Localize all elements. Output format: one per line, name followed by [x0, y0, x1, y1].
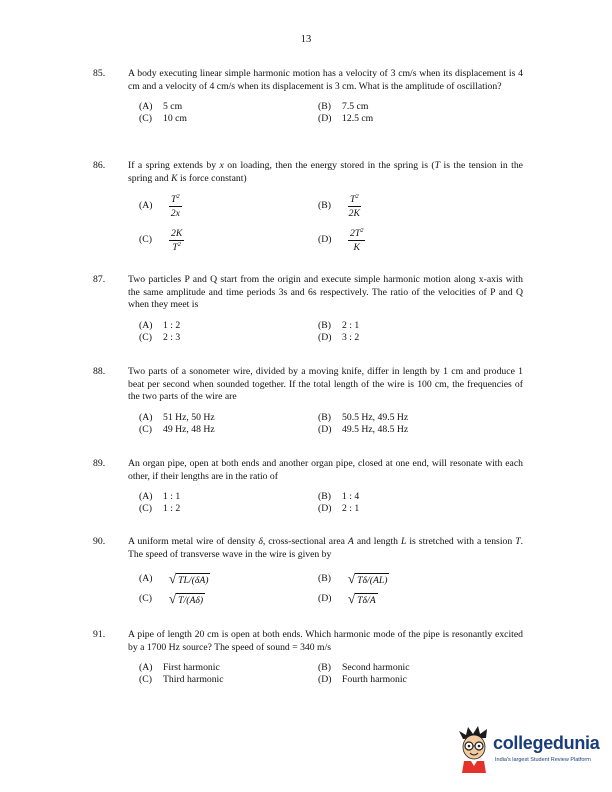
question-number: 86. — [93, 160, 106, 171]
question-number: 85. — [93, 68, 106, 79]
option-b: (B) 1 : 4 — [318, 491, 360, 503]
question-text: A pipe of length 20 cm is open at both ends. Which harmonic mode of the pipe is resonantly excited by a 1700 Hz source? The speed of sound = 340 m/s — [128, 629, 523, 653]
square-root: √ TL/(δA) — [169, 570, 209, 586]
question-text: A uniform metal wire of density δ, cross-sectional area A and length L is stretched with a tension T. The speed of transverse wave in the wire is given by — [128, 536, 523, 560]
option-a: (A) √ TL/(δA) — [139, 570, 209, 586]
option-b: (B) 50.5 Hz, 49.5 Hz — [318, 411, 409, 423]
question-number: 88. — [93, 366, 106, 377]
option-c: (C) 10 cm — [139, 113, 187, 125]
option-d: (D) 49.5 Hz, 48.5 Hz — [318, 423, 409, 435]
square-root: √ T/(Aδ) — [169, 590, 204, 606]
option-a: (A) 1 : 2 — [139, 319, 181, 331]
option-c: (C) Third harmonic — [139, 674, 224, 686]
options — [139, 191, 523, 259]
square-root: √ Tδ/A — [348, 590, 376, 606]
option-c: (C) 1 : 2 — [139, 503, 181, 515]
option-b: (B) $\frac{T^2}{2K}$ — [318, 192, 360, 219]
question-number: 90. — [93, 536, 106, 547]
collegedunia-logo — [455, 725, 605, 785]
question-number: 91. — [93, 629, 106, 640]
options — [139, 320, 523, 344]
option-c: (C) 49 Hz, 48 Hz — [139, 423, 215, 435]
fraction: $\frac{T^2}{2x}$ — [170, 192, 180, 219]
question-88 — [93, 366, 523, 436]
fraction: $\frac{2T^2}{K}$ — [350, 226, 364, 253]
option-a: (A) 1 : 1 — [139, 491, 181, 503]
fraction: $\frac{T^2}{2K}$ — [348, 192, 360, 219]
fraction: $\frac{2K}{T^2}$ — [171, 227, 183, 253]
question-text: If a spring extends by x on loading, then the energy stored in the spring is (T is the tension in the spring and K is force constant) — [128, 160, 523, 184]
question-86 — [93, 160, 523, 259]
question-number: 89. — [93, 458, 106, 469]
option-b: (B) √ Tδ/(AL) — [318, 570, 388, 586]
option-d: (D) √ Tδ/A — [318, 590, 376, 606]
question-90 — [93, 536, 523, 611]
options — [139, 662, 523, 686]
question-91 — [93, 629, 523, 686]
brand-name: collegedunia — [493, 733, 600, 753]
option-b: (B) 2 : 1 — [318, 319, 360, 331]
option-a: (A) 5 cm — [139, 101, 183, 113]
option-c: (C) $\frac{2K}{T^2}$ — [139, 227, 183, 253]
question-87 — [93, 274, 523, 344]
option-d: (D) 2 : 1 — [318, 503, 360, 515]
option-d: (D) 3 : 2 — [318, 331, 360, 343]
options — [139, 491, 523, 515]
options — [139, 571, 523, 611]
option-c: (C) 2 : 3 — [139, 331, 181, 343]
option-a: (A) $\frac{T^2}{2x}$ — [139, 192, 180, 219]
option-b: (B) Second harmonic — [318, 662, 410, 674]
option-a: (A) 51 Hz, 50 Hz — [139, 411, 215, 423]
square-root: √ Tδ/(AL) — [348, 570, 388, 586]
option-d: (D) Fourth harmonic — [318, 674, 407, 686]
mascot-icon — [455, 725, 495, 775]
options — [139, 101, 523, 125]
options — [139, 412, 523, 436]
option-d: (D) 12.5 cm — [318, 113, 374, 125]
question-text: Two parts of a sonometer wire, divided by a moving knife, differ in length by 1 cm and produce 1 beat per second when sounded together. If the total length of the wire is 100 cm, the frequencies of the two parts of the wire are — [128, 366, 523, 403]
question-text: Two particles P and Q start from the origin and execute simple harmonic motion along x-axis with the same amplitude and time periods 3s and 6s respectively. The ratio of the velocities of P and Q when they meet is — [128, 274, 523, 311]
question-number: 87. — [93, 274, 106, 285]
question-text: A body executing linear simple harmonic motion has a velocity of 3 cm/s when its displacement is 4 cm and a velocity of 4 cm/s when its displacement is 3 cm. What is the amplitude of oscillation? — [128, 68, 523, 92]
option-c: (C) √ T/(Aδ) — [139, 590, 204, 606]
option-a: (A) First harmonic — [139, 662, 220, 674]
page-number: 13 — [300, 34, 312, 45]
option-d: (D) $\frac{2T^2}{K}$ — [318, 226, 364, 253]
brand-tagline: India's largest Student Review Platform — [495, 757, 591, 763]
question-text: An organ pipe, open at both ends and another organ pipe, closed at one end, will resonate with each other, if their lengths are in the ratio of — [128, 458, 523, 482]
option-b: (B) 7.5 cm — [318, 101, 369, 113]
question-85 — [93, 68, 523, 125]
question-89 — [93, 458, 523, 515]
